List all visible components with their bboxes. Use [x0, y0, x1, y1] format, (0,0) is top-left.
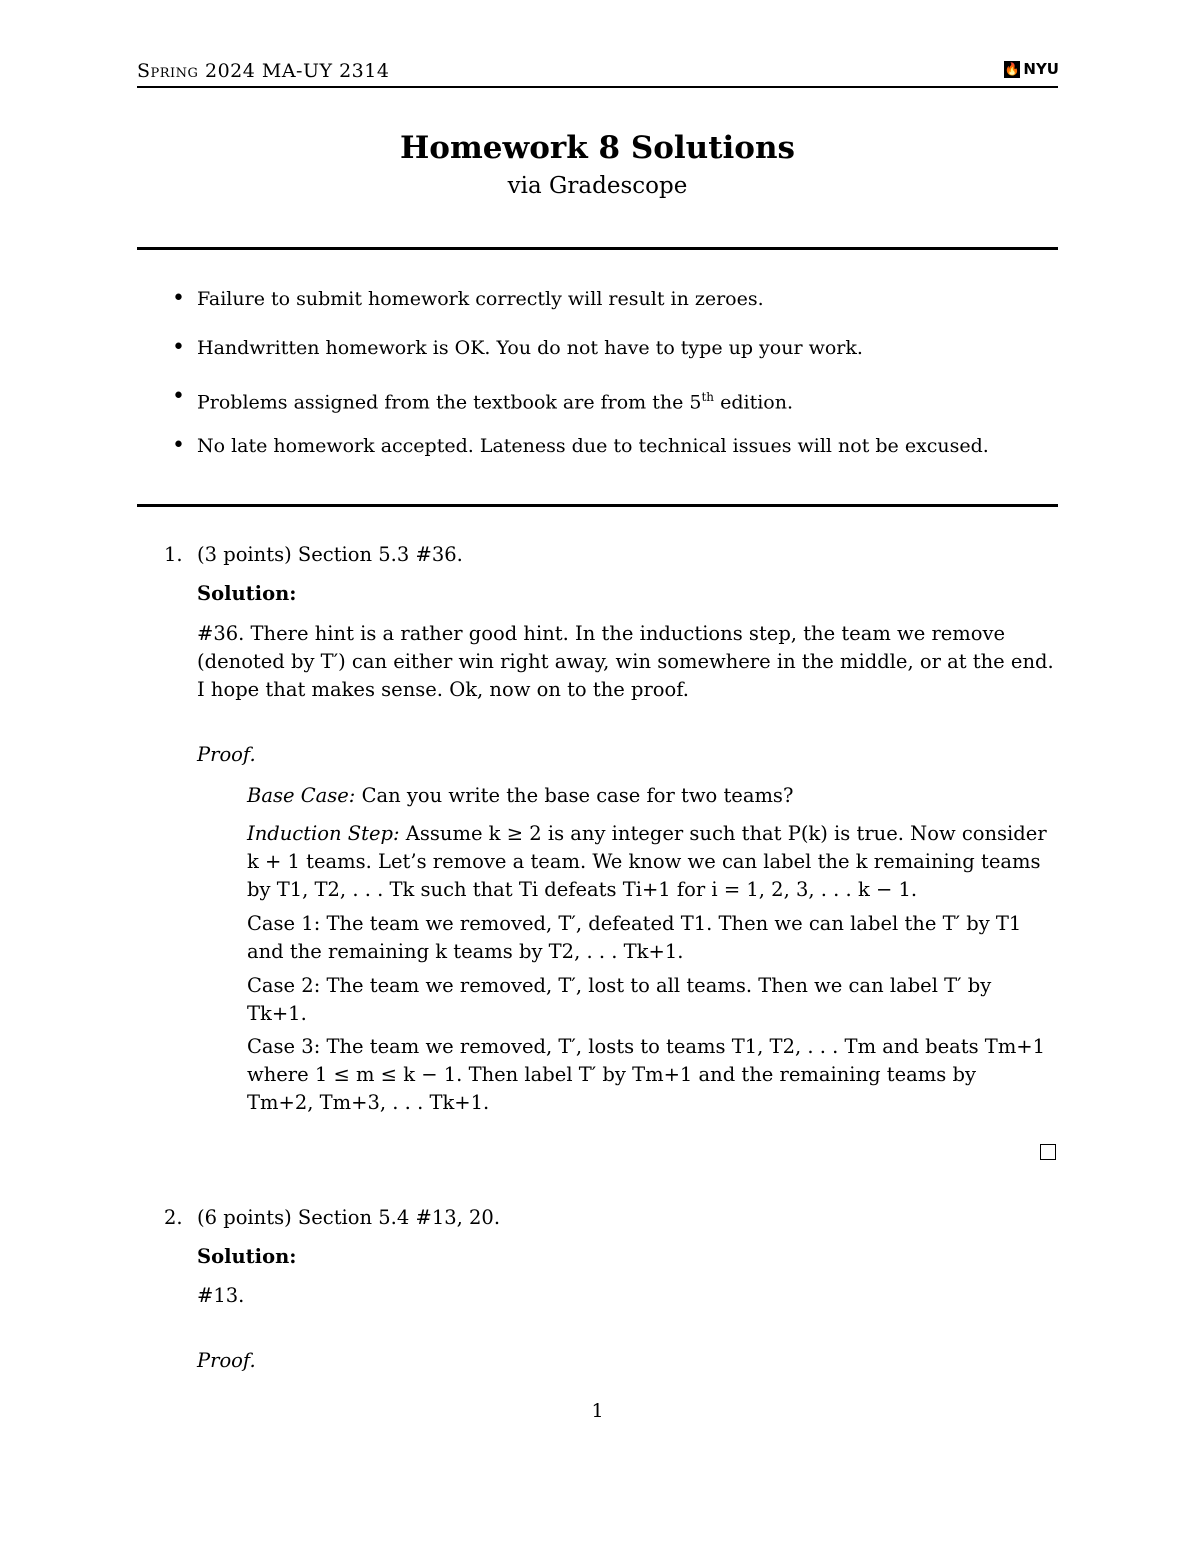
problem-2-proof-label: Proof.	[197, 1349, 256, 1372]
induction-label: Induction Step:	[247, 822, 400, 845]
problem-1-heading: (3 points) Section 5.3 #36.	[197, 543, 463, 566]
instruction-item: • Handwritten homework is OK. You do not have to type up your work.	[172, 333, 1062, 382]
case-line: where 1 ≤ m ≤ k − 1. Then label T′ by Tm+1 and the remaining teams by	[247, 1063, 976, 1086]
instruction-item: • No late homework accepted. Lateness due to technical issues will not be excused.	[172, 431, 1062, 480]
nyu-logo	[1004, 60, 1059, 78]
intro-line: I hope that makes sense. Ok, now on to the proof.	[197, 678, 690, 701]
problem-2-heading: (6 points) Section 5.4 #13, 20.	[197, 1206, 501, 1229]
intro-line: #36. There hint is a rather good hint. In the inductions step, the team we remove	[197, 622, 1006, 645]
case-line: Case 2: The team we removed, T′, lost to all teams. Then we can label T′ by	[247, 974, 992, 997]
problem-2-number: 2.	[164, 1206, 183, 1229]
instructions-list	[172, 284, 1062, 480]
instruction-item: • Problems assigned from the textbook are from the 5th edition.	[172, 382, 1062, 431]
torch-icon: 🔥	[1004, 62, 1020, 76]
case-line: Tm+2, Tm+3, . . . Tk+1.	[247, 1091, 490, 1114]
title-rule-top	[137, 247, 1058, 250]
problem-2-solution-label: Solution:	[197, 1245, 297, 1268]
title-rule-bottom	[137, 504, 1058, 507]
problem-2-part: #13.	[197, 1284, 245, 1307]
problem-1-solution-label: Solution:	[197, 582, 297, 605]
case-line: Case 3: The team we removed, T′, losts to teams T1, T2, . . . Tm and beats Tm+1	[247, 1035, 1046, 1058]
course-header	[137, 60, 389, 82]
qed-icon	[1040, 1144, 1056, 1160]
page-title: Homework 8 Solutions	[400, 130, 795, 166]
instruction-item: • Failure to submit homework correctly will result in zeroes.	[172, 284, 1062, 333]
base-case	[247, 782, 1059, 810]
header-rule	[137, 86, 1058, 88]
page-subtitle: via Gradescope	[507, 173, 688, 199]
induction-line: Assume k ≥ 2 is any integer such that P(k) is true. Now consider	[405, 822, 1047, 845]
base-case-text: Can you write the base case for two teams?	[361, 784, 794, 807]
problem-1-intro	[197, 620, 1059, 704]
base-case-label: Base Case:	[247, 784, 356, 807]
induction-line: by T1, T2, . . . Tk such that Ti defeats Ti+1 for i = 1, 2, 3, . . . k − 1.	[247, 878, 918, 901]
case-3	[247, 1033, 1059, 1117]
case-2	[247, 972, 1059, 1028]
induction-line: k + 1 teams. Let’s remove a team. We know we can label the k remaining teams	[247, 850, 1041, 873]
problem-1-number: 1.	[164, 543, 183, 566]
induction-step	[247, 820, 1059, 904]
nyu-logo-text: NYU	[1023, 60, 1059, 78]
case-1	[247, 910, 1059, 966]
case-line: and the remaining k teams by T2, . . . Tk+1.	[247, 940, 684, 963]
case-line: Case 1: The team we removed, T′, defeated T1. Then we can label the T′ by T1	[247, 912, 1022, 935]
page-number: 1	[591, 1400, 604, 1422]
course-header-text: Spring 2024 MA-UY 2314	[137, 60, 390, 82]
case-line: Tk+1.	[247, 1002, 307, 1025]
problem-1-proof-label: Proof.	[197, 743, 256, 766]
intro-line: (denoted by T′) can either win right away, win somewhere in the middle, or at the end.	[197, 650, 1054, 673]
